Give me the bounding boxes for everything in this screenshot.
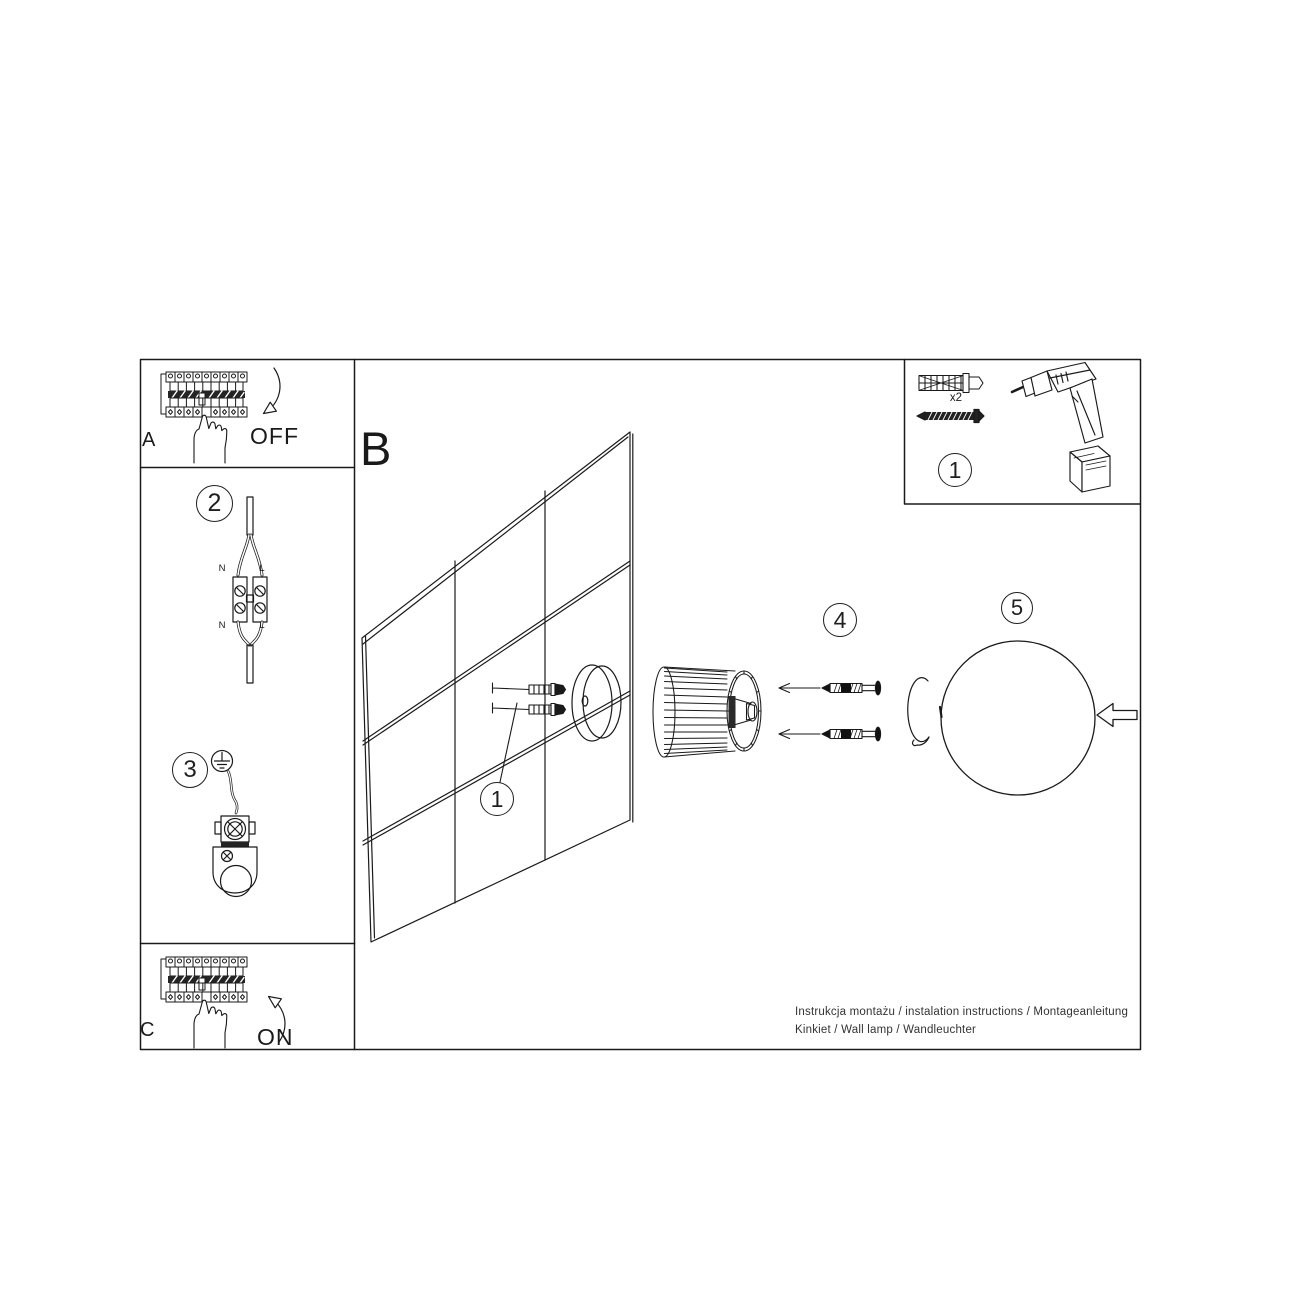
breaker-panel-a	[161, 372, 247, 417]
anchor-screws-drawing	[493, 683, 566, 782]
step-c-label: C	[140, 1019, 155, 1041]
terminal-l-top-label: L	[259, 563, 265, 574]
wall-drawing	[362, 432, 633, 942]
cable-connector-drawing	[233, 497, 267, 683]
section-b-label: B	[360, 422, 392, 475]
hand-a-icon	[194, 415, 227, 463]
insert-arrow-icon	[1097, 704, 1137, 727]
screws-drawing	[779, 681, 881, 741]
badge-step-3: 3	[172, 752, 208, 788]
terminal-n-top-label: N	[218, 563, 226, 574]
anchor-quantity-label: x2	[949, 392, 963, 404]
gasket-ring-drawing	[908, 678, 929, 746]
power-off-label: OFF	[250, 423, 299, 449]
arrow-down-icon	[264, 368, 280, 414]
wall-plug-drawing	[919, 374, 983, 393]
terminal-n-bottom-label: N	[218, 620, 226, 631]
mounting-plate-drawing	[572, 665, 621, 741]
step-a-label: A	[142, 429, 156, 451]
badge-step-2: 2	[196, 485, 233, 522]
breaker-panel-c	[161, 957, 247, 1002]
badge-parts-1: 1	[938, 453, 972, 487]
power-on-label: ON	[257, 1024, 294, 1050]
drill-icon	[1012, 363, 1110, 493]
badge-step-5: 5	[1001, 592, 1033, 624]
mounting-screw-drawing	[917, 410, 984, 423]
footer-text	[795, 1004, 1128, 1039]
footer-line-2: Kinkiet / Wall lamp / Wandleuchter	[795, 1023, 977, 1036]
footer-line-1: Instrukcja montażu / instalation instructions / Montageanleitung	[795, 1006, 1129, 1018]
ground-terminal-drawing	[212, 751, 258, 897]
terminal-l-bottom-label: L	[259, 620, 265, 631]
badge-step-1-wall: 1	[480, 782, 514, 816]
hand-c-icon	[194, 1000, 227, 1048]
lamp-body-drawing	[653, 667, 761, 757]
glass-sphere-drawing	[940, 641, 1095, 795]
badge-step-4: 4	[823, 603, 857, 637]
frame-linework	[141, 360, 1141, 1050]
